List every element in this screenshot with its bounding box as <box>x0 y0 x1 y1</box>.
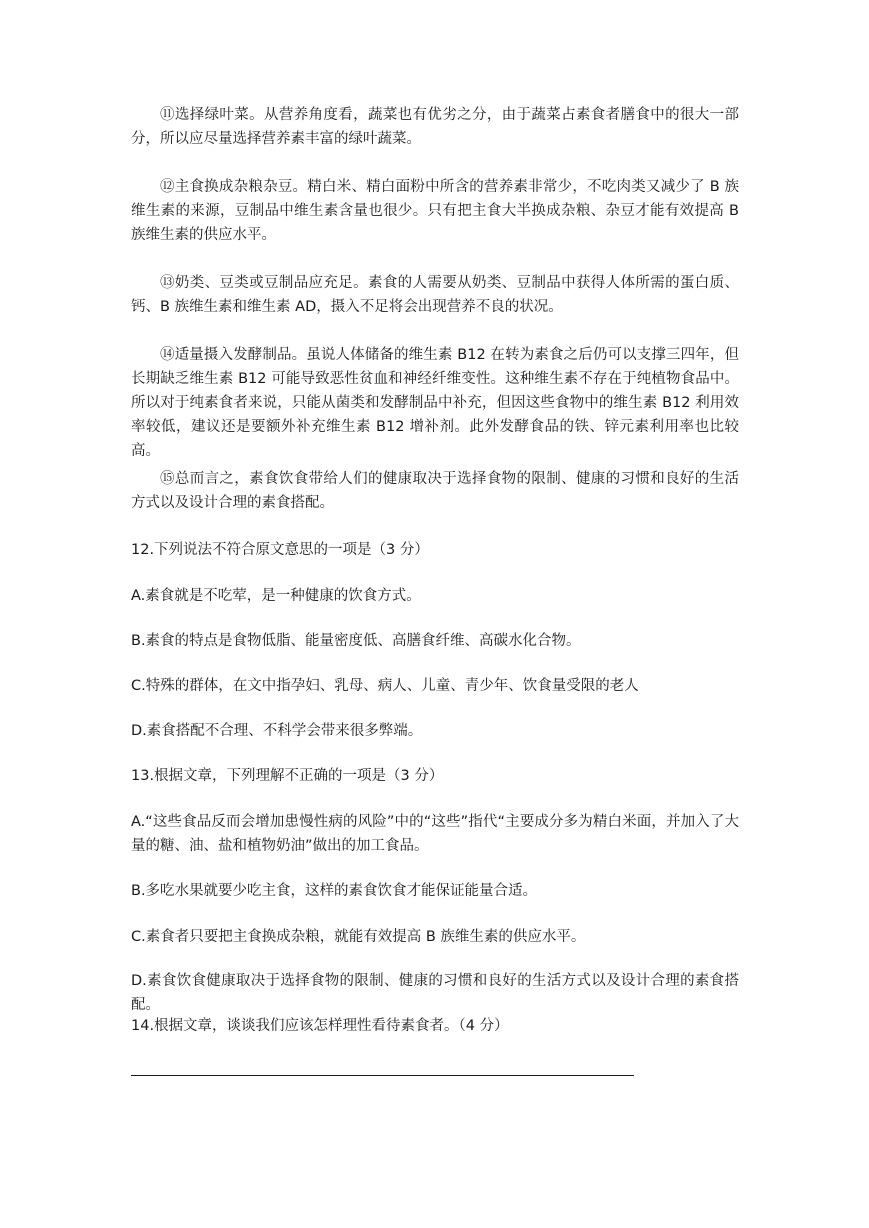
question-12-stem: 12.下列说法不符合原文意思的一项是（3 分） <box>131 542 429 558</box>
paragraph-15: ⑮总而言之，素食饮食带给人们的健康取决于选择食物的限制、健康的习惯和良好的生活方式以及设计合理的素食搭配。 <box>131 471 739 511</box>
question-13-stem: 13.根据文章，下列理解不正确的一项是（3 分） <box>131 768 444 784</box>
question-13-option-c: C.素食者只要把主食换成杂粮，就能有效提高 B 族维生素的供应水平。 <box>131 929 586 945</box>
answer-line[interactable] <box>131 1075 634 1076</box>
question-13-option-b: B.多吃水果就要少吃主食，这样的素食饮食才能保证能量合适。 <box>131 883 538 899</box>
paragraph-12: ⑫主食换成杂粮杂豆。精白米、精白面粉中所含的营养素非常少，不吃肉类又减少了 B 族维生素的来源，豆制品中维生素含量也很少。只有把主食大半换成杂粮、杂豆才能有效提高 B 族维生素的供应水平。 <box>131 179 739 243</box>
question-14-stem: 14.根据文章，谈谈我们应该怎样理性看待素食者。（4 分） <box>131 1018 509 1034</box>
paragraph-13: ⑬奶类、豆类或豆制品应充足。素食的人需要从奶类、豆制品中获得人体所需的蛋白质、钙、B 族维生素和维生素 AD，摄入不足将会出现营养不良的状况。 <box>131 275 739 315</box>
question-12-option-a: A.素食就是不吃荤，是一种健康的饮食方式。 <box>131 588 421 604</box>
paragraph-14: ⑭适量摄入发酵制品。虽说人体储备的维生素 B12 在转为素食之后仍可以支撑三四年，但长期缺乏维生素 B12 可能导致恶性贫血和神经纤维变性。这种维生素不存在于纯植物食品中。所以对于纯素食者来说，只能从菌类和发酵制品中补充，但因这些食物中的维生素 B12 利用效率较低，建议还是要额外补充维生素 B12 增补剂。此外发酵食品的铁、锌元素利用率也比较高。 <box>131 347 739 459</box>
question-13-option-d: D.素食饮食健康取决于选择食物的限制、健康的习惯和良好的生活方式以及设计合理的素食搭配。 <box>131 973 739 1013</box>
question-12-option-b: B.素食的特点是食物低脂、能量密度低、高膳食纤维、高碳水化合物。 <box>131 633 581 649</box>
question-12-option-d: D.素食搭配不合理、不科学会带来很多弊端。 <box>131 723 423 739</box>
paragraph-11: ⑪选择绿叶菜。从营养角度看，蔬菜也有优劣之分，由于蔬菜占素食者膳食中的很大一部分，所以应尽量选择营养素丰富的绿叶蔬菜。 <box>131 107 739 147</box>
question-13-option-a: A.“这些食品反而会增加患慢性病的风险”中的“这些”指代“主要成分多为精白米面，并加入了大量的糖、油、盐和植物奶油”做出的加工食品。 <box>131 814 739 854</box>
question-12-option-c: C.特殊的群体，在文中指孕妇、乳母、病人、儿童、青少年、饮食量受限的老人 <box>131 678 639 694</box>
